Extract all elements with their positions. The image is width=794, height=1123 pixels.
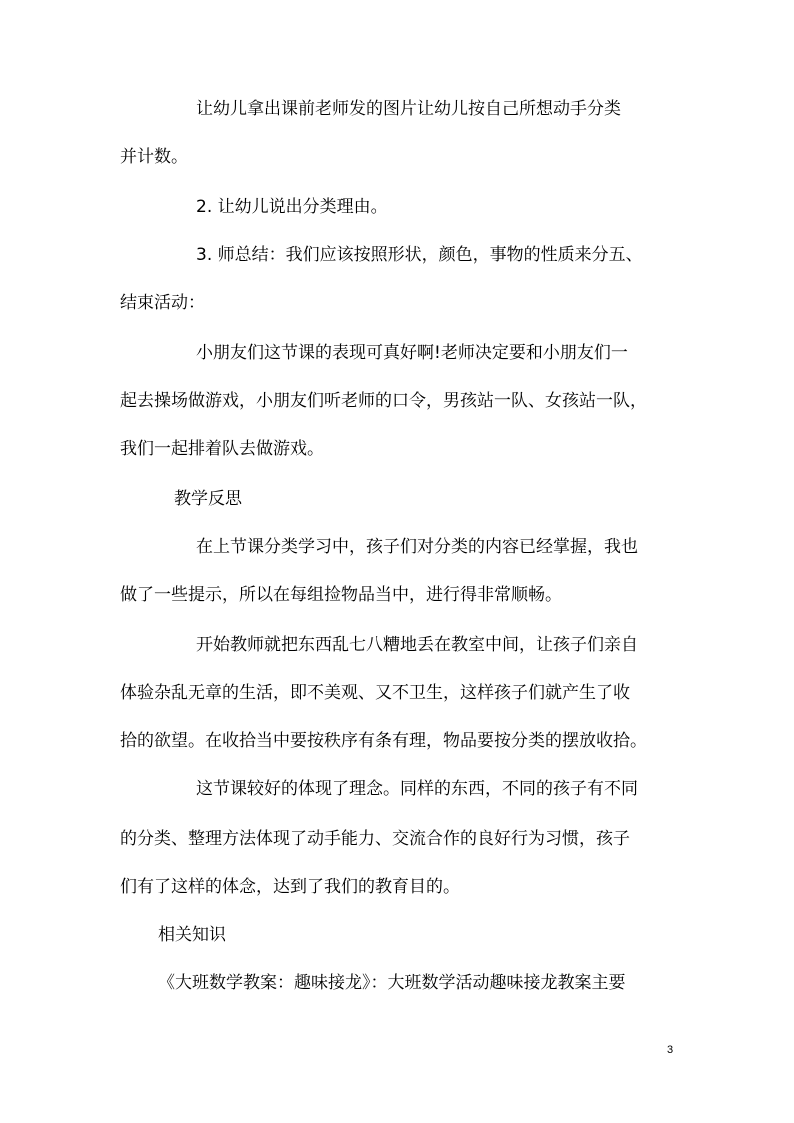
paragraph-line: 起去操场做游戏，小朋友们听老师的口令，男孩站一队、女孩站一队， bbox=[120, 391, 647, 411]
paragraph-line: 并计数。 bbox=[120, 147, 188, 167]
paragraph-line: 体验杂乱无章的生活，即不美观、又不卫生，这样孩子们就产生了收 bbox=[120, 683, 630, 703]
paragraph-line: 开始教师就把东西乱七八糟地丢在教室中间，让孩子们亲自 bbox=[196, 635, 638, 655]
paragraph-line: 2. 让幼儿说出分类理由。 bbox=[196, 197, 388, 217]
section-heading: 教学反思 bbox=[174, 489, 242, 509]
paragraph-line: 们有了这样的体念，达到了我们的教育目的。 bbox=[120, 877, 460, 897]
paragraph-line: 拾的欲望。在收拾当中要按秩序有条有理，物品要按分类的摆放收拾。 bbox=[120, 731, 647, 751]
paragraph-line: 做了一些提示，所以在每组捡物品当中，进行得非常顺畅。 bbox=[120, 585, 562, 605]
paragraph-line: 这节课较好的体现了理念。同样的东西，不同的孩子有不同 bbox=[196, 779, 638, 799]
page-number: 3 bbox=[667, 1044, 674, 1056]
paragraph-line: 《大班数学教案：趣味接龙》：大班数学活动趣味接龙教案主要 bbox=[158, 973, 626, 993]
paragraph-line: 在上节课分类学习中，孩子们对分类的内容已经掌握，我也 bbox=[196, 537, 638, 557]
section-heading: 相关知识 bbox=[158, 925, 226, 945]
paragraph-line: 3. 师总结：我们应该按照形状，颜色，事物的性质来分五、 bbox=[196, 245, 643, 265]
paragraph-line: 的分类、整理方法体现了动手能力、交流合作的良好行为习惯，孩子 bbox=[120, 829, 630, 849]
paragraph-line: 我们一起排着队去做游戏。 bbox=[120, 439, 324, 459]
paragraph-line: 小朋友们这节课的表现可真好啊!老师决定要和小朋友们一 bbox=[196, 343, 628, 363]
paragraph-line: 结束活动： bbox=[120, 293, 205, 313]
paragraph-line: 让幼儿拿出课前老师发的图片让幼儿按自己所想动手分类 bbox=[196, 99, 621, 119]
